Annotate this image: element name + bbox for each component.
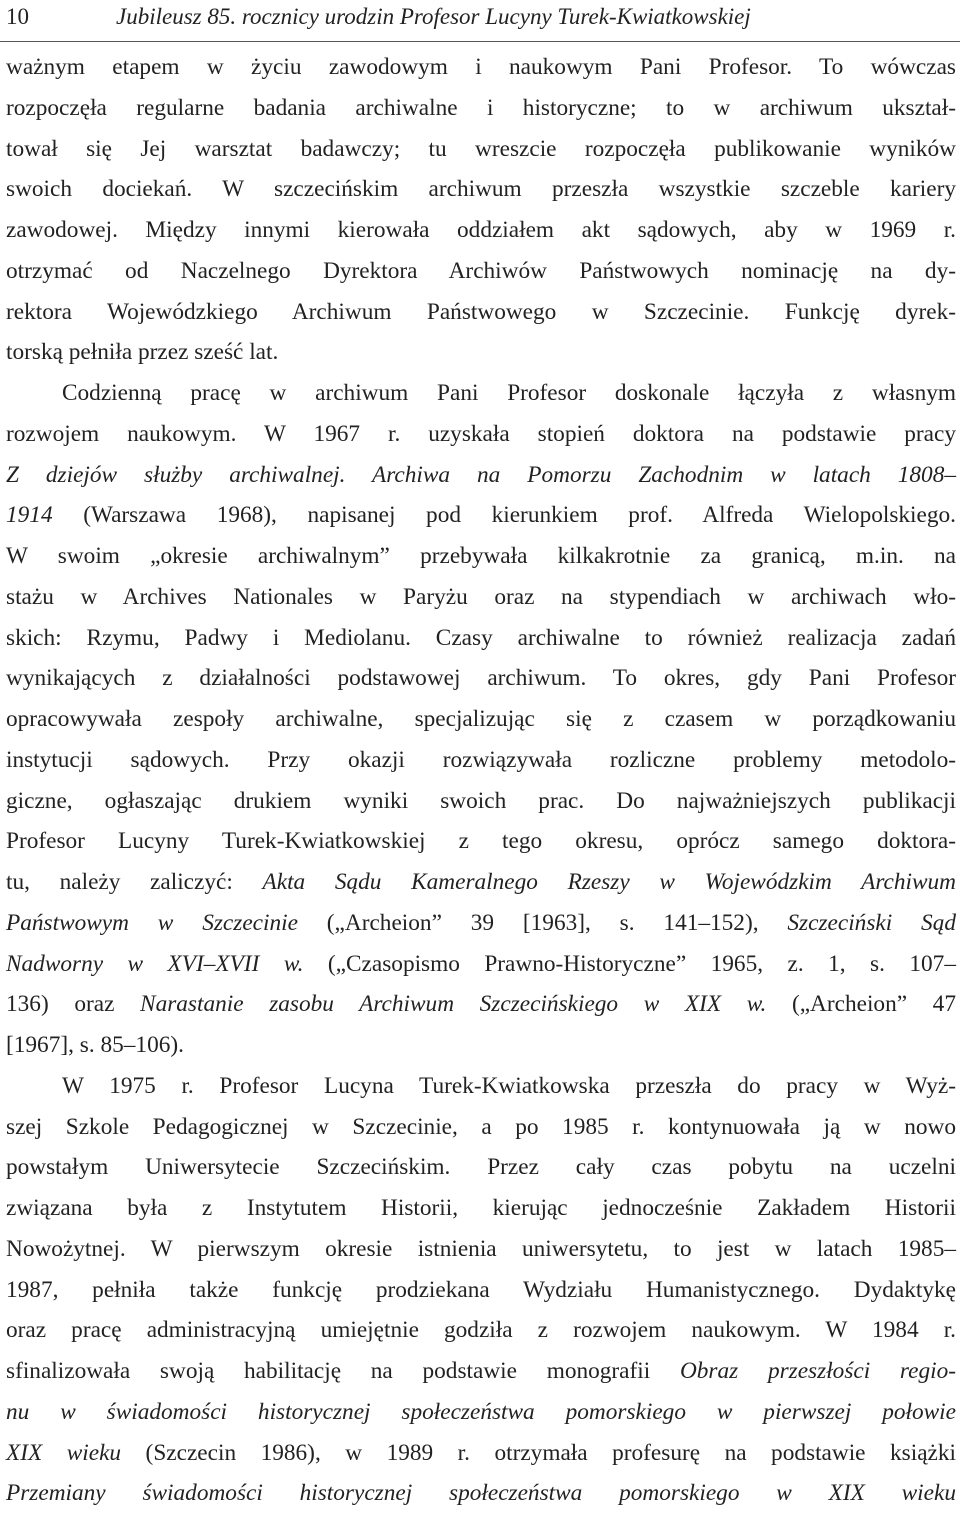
text-span: W swoim „okresie archiwalnym” przebywała kilkakrotnie za granicą, m.in. na (6, 543, 956, 569)
text-span: sfinalizowała swoją habilitację na podstawie monografii (6, 1358, 680, 1384)
text-span: 136) oraz (6, 991, 141, 1018)
text-span: Nowożytnej. W pierwszym okresie istnienia uniwersytetu, to jest w latach 1985– (6, 1235, 956, 1262)
text-span: (Szczecin 1986), w 1989 r. otrzymała profesurę na podstawie książki (121, 1439, 956, 1466)
text-line (6, 781, 956, 821)
text-span: powstałym Uniwersytecie Szczecińskim. Przez cały czas pobytu na uczelni (6, 1154, 956, 1181)
text-span: rozwojem naukowym. W 1967 r. uzyskała stopień doktora na podstawie pracy (6, 420, 956, 447)
text-span: stażu w Archives Nationales w Paryżu oraz na stypendiach w archiwach wło- (6, 583, 956, 610)
text-span: zawodowej. Między innymi kierowała oddziałem akt sądowych, aby w 1969 r. (6, 217, 956, 243)
text-span: tu, należy zaliczyć: (6, 869, 263, 895)
text-span: (Warszawa 1968), napisanej pod kierunkiem prof. Alfreda Wielopolskiego. (52, 502, 956, 529)
text-line (6, 658, 956, 698)
text-line (6, 699, 956, 739)
text-line (6, 618, 956, 658)
text-span: („Czasopismo Prawno-Historyczne” 1965, z. 1, s. 107– (303, 950, 956, 977)
text-line (6, 88, 956, 128)
text-span: instytucji sądowych. Przy okazji rozwiązywała rozliczne problemy metodolo- (6, 746, 956, 773)
text-line (6, 292, 956, 332)
text-span: W 1975 r. Profesor Lucyna Turek-Kwiatkowska przeszła do pracy w Wyż- (62, 1072, 956, 1099)
italic-text: nu w świadomości historycznej społeczeństwa pomorskiego w pierwszej połowie (6, 1398, 956, 1425)
text-line (6, 944, 956, 984)
text-line (6, 1310, 956, 1350)
text-span: Codzienną pracę w archiwum Pani Profesor doskonale łączyła z własnym (62, 380, 956, 406)
text-line (6, 210, 956, 250)
text-span: rozpoczęła regularne badania archiwalne i historyczne; to w archiwum ukształ- (6, 94, 956, 121)
italic-text: Obraz przeszłości regio- (679, 1358, 956, 1384)
text-line (6, 414, 956, 454)
text-line (6, 1147, 956, 1187)
italic-text: Szczeciński Sąd (787, 909, 956, 936)
text-line (6, 1229, 956, 1269)
text-line (6, 1066, 956, 1106)
text-span: („Archeion” 47 (766, 991, 956, 1018)
text-line (6, 169, 956, 209)
text-line (6, 862, 956, 902)
text-line (6, 1392, 956, 1432)
text-span: szej Szkole Pedagogicznej w Szczecinie, a po 1985 r. kontynuowała ją w nowo (6, 1113, 956, 1140)
text-line (6, 1473, 956, 1513)
running-header (6, 2, 952, 32)
text-line (6, 536, 956, 576)
text-line (6, 455, 956, 495)
text-line (6, 740, 956, 780)
text-line (6, 495, 956, 535)
text-line (6, 251, 956, 291)
text-span: Profesor Lucyny Turek-Kwiatkowskiej z tego okresu, oprócz samego doktora- (6, 828, 956, 855)
text-span: otrzymać od Naczelnego Dyrektora Archiwów Państwowych nominację na dy- (6, 257, 956, 284)
text-span: opracowywała zespoły archiwalne, specjalizując się z czasem w porządkowaniu (6, 706, 956, 732)
text-span: [1967], s. 85–106). (6, 1032, 184, 1058)
text-line (6, 1188, 956, 1228)
text-span: swoich dociekań. W szczecińskim archiwum przeszła wszystkie szczeble kariery (6, 176, 956, 203)
text-span: związana była z Instytutem Historii, kierując jednocześnie Zakładem Historii (6, 1195, 956, 1221)
text-line (6, 577, 956, 617)
text-line (6, 373, 956, 413)
italic-text: Narastanie zasobu Archiwum Szczecińskiego w XIX w. (140, 991, 767, 1018)
text-span: („Archeion” 39 [1963], s. 141–152), (297, 909, 788, 936)
text-span: oraz pracę administracyjną umiejętnie godziła z rozwojem naukowym. W 1984 r. (6, 1317, 956, 1344)
text-span: ważnym etapem w życiu zawodowym i naukowym Pani Profesor. To wówczas (6, 54, 956, 80)
text-line (6, 1433, 956, 1473)
text-span: wynikających z działalności podstawowej archiwum. To okres, gdy Pani Profesor (6, 665, 956, 692)
text-line (6, 129, 956, 169)
text-line (6, 984, 956, 1024)
italic-text: Państwowym w Szczecinie (6, 909, 298, 936)
text-line (6, 1107, 956, 1147)
text-line (6, 1270, 956, 1310)
italic-text: Nadworny w XVI–XVII w. (6, 950, 304, 977)
text-span: rektora Wojewódzkiego Archiwum Państwowego w Szczecinie. Funkcję dyrek- (6, 298, 956, 325)
italic-text: Akta Sądu Kameralnego Rzeszy w Wojewódzkim Archiwum (262, 869, 956, 895)
text-span: giczne, ogłaszając drukiem wyniki swoich prac. Do najważniejszych publikacji (6, 787, 956, 814)
text-span: torską pełniła przez sześć lat. (6, 339, 279, 366)
header-divider (0, 41, 960, 42)
text-line (6, 821, 956, 861)
italic-text: 1914 (6, 502, 53, 529)
text-span: skich: Rzymu, Padwy i Mediolanu. Czasy archiwalne to również realizacja zadań (6, 624, 956, 651)
text-line (6, 1025, 956, 1065)
text-line (6, 1351, 956, 1391)
text-line (6, 332, 956, 372)
italic-text: XIX wieku (6, 1439, 122, 1466)
running-title: Jubileusz 85. rocznicy urodzin Profesor Lucyny Turek-Kwiatkowskiej (116, 4, 751, 29)
text-span: 1987, pełniła także funkcję prodziekana Wydziału Humanistycznego. Dydaktykę (6, 1276, 956, 1303)
italic-text: Przemiany świadomości historycznej społeczeństwa pomorskiego w XIX wieku (6, 1480, 956, 1507)
text-line (6, 903, 956, 943)
page-number: 10 (6, 4, 29, 29)
text-span: tował się Jej warsztat badawczy; tu wreszcie rozpoczęła publikowanie wyników (6, 135, 956, 162)
text-line (6, 47, 956, 87)
italic-text: Z dziejów służby archiwalnej. Archiwa na Pomorzu Zachodnim w latach 1808– (6, 461, 956, 488)
